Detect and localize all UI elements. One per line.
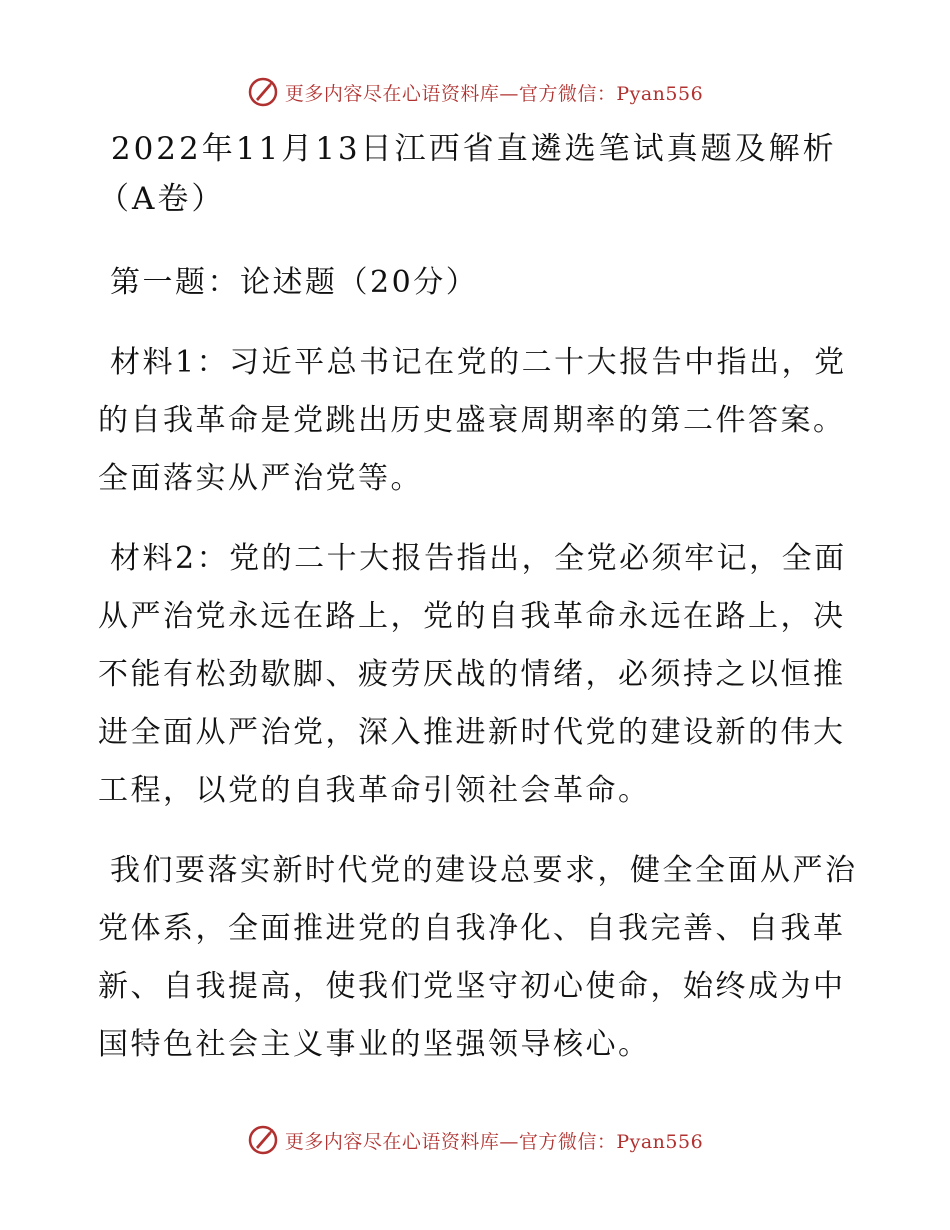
watermark-text: 更多内容尽在心语资料库—官方微信：Pyan556: [284, 82, 704, 105]
header-watermark: [0, 72, 950, 112]
material-1-paragraph: 材料1：习近平总书记在党的二十大报告中指出，党的自我革命是党跳出历史盛衰周期率的第二件答案。全面落实从严治党等。: [98, 345, 847, 496]
watermark-text: 更多内容尽在心语资料库—官方微信：Pyan556: [284, 1130, 704, 1153]
document-title-line-2: （A卷）: [98, 181, 226, 217]
quill-logo-icon: [247, 76, 279, 108]
footer-watermark: [0, 1120, 950, 1160]
material-2-paragraph: 材料2：党的二十大报告指出，全党必须牢记，全面从严治党永远在路上，党的自我革命永远在路上，决不能有松劲歇脚、疲劳厌战的情绪，必须持之以恒推进全面从严治党，深入推进新时代党的建设新的伟大工程，以党的自我革命引领社会革命。: [98, 541, 847, 808]
body-paragraph-3: 我们要落实新时代党的建设总要求，健全全面从严治党体系，全面推进党的自我净化、自我完善、自我革新、自我提高，使我们党坚守初心使命，始终成为中国特色社会主义事业的坚强领导核心。: [98, 853, 858, 1062]
document-title-line-1: 2022年11月13日江西省直遴选笔试真题及解析: [98, 131, 837, 167]
question-heading: 第一题：论述题（20分）: [98, 265, 479, 300]
document-body: [98, 124, 858, 1074]
quill-logo-icon: [247, 1124, 279, 1156]
